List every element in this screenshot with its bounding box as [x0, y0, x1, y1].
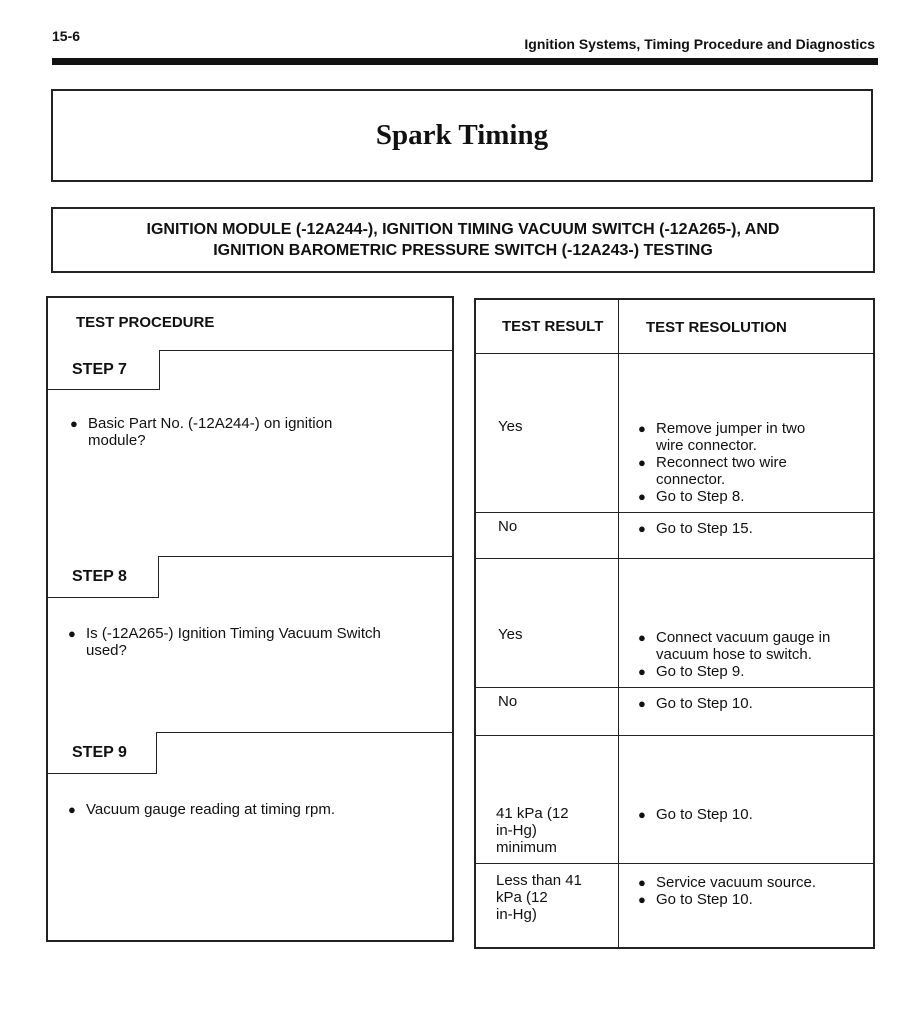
section-heading-line-1: IGNITION MODULE (-12A244-), IGNITION TIMING VACUUM SWITCH (-12A265-), AND: [146, 221, 780, 238]
bullet-icon: ●: [638, 807, 646, 822]
bullet-icon: ●: [638, 521, 646, 536]
row-divider: [476, 863, 873, 864]
bullet-icon: ●: [68, 802, 76, 817]
bullet-icon: ●: [638, 489, 646, 504]
step-9-tab: [48, 732, 157, 774]
bullet-icon: ●: [70, 416, 78, 431]
result-column-divider: [618, 300, 619, 947]
step-7-procedure: ● Basic Part No. (-12A244-) on ignition module?: [70, 415, 333, 449]
step-9-procedure: ● Vacuum gauge reading at timing rpm.: [68, 801, 336, 818]
step-9-result-min: 41 kPa (12 in-Hg) minimum: [496, 805, 569, 856]
test-procedure-table: [46, 296, 454, 942]
step-8-procedure: ● Is (-12A265-) Ignition Timing Vacuum Switch used?: [68, 625, 381, 659]
step-7-result-yes: Yes: [498, 418, 523, 435]
step-7-result-divider: [476, 558, 873, 559]
row-divider: [476, 512, 873, 513]
section-heading-box: [51, 207, 875, 273]
step-9-result-less: Less than 41 kPa (12 in-Hg): [496, 872, 582, 923]
step-9-label: STEP 9: [72, 743, 127, 761]
resolution-item: ● Remove jumper in two wire connector.: [638, 420, 806, 454]
bullet-icon: ●: [638, 696, 646, 711]
step-7-resolution-no: [638, 520, 868, 537]
test-result-table: [474, 298, 875, 949]
resolution-item: ● Connect vacuum gauge in vacuum hose to switch.: [638, 629, 831, 663]
step-8-tab: [48, 556, 159, 598]
step-8-resolution-no: [638, 695, 868, 712]
bullet-icon: ●: [638, 892, 646, 907]
result-header-rule: [476, 353, 873, 354]
bullet-icon: ●: [68, 626, 76, 641]
resolution-item: ● Go to Step 10.: [638, 891, 753, 908]
page-title: Spark Timing: [375, 119, 549, 151]
step-8-result-yes: Yes: [498, 626, 523, 643]
step-8-result-divider: [476, 735, 873, 736]
resolution-item: ● Go to Step 10.: [638, 806, 753, 823]
step-9-resolution-less: [638, 874, 868, 908]
resolution-item: ● Go to Step 8.: [638, 488, 745, 505]
step-7-result-no: No: [498, 518, 518, 535]
header-rule: [52, 58, 878, 65]
test-resolution-header: TEST RESOLUTION: [646, 319, 787, 336]
resolution-item: ● Service vacuum source.: [638, 874, 817, 891]
bullet-icon: ●: [638, 455, 646, 470]
row-divider: [476, 687, 873, 688]
bullet-icon: ●: [638, 875, 646, 890]
step-8-label: STEP 8: [72, 567, 127, 585]
bullet-icon: ●: [638, 421, 646, 436]
resolution-item: ● Go to Step 10.: [638, 695, 753, 712]
resolution-item: ● Reconnect two wire connector.: [638, 454, 787, 488]
title-box: [51, 89, 873, 182]
step-7-label: STEP 7: [72, 360, 127, 378]
bullet-icon: ●: [638, 664, 646, 679]
resolution-item: ● Go to Step 15.: [638, 520, 753, 537]
page-number: 15-6: [52, 28, 81, 44]
running-title: Ignition Systems, Timing Procedure and Diagnostics: [524, 36, 875, 52]
test-procedure-header: TEST PROCEDURE: [76, 314, 215, 331]
section-heading-line-2: IGNITION BAROMETRIC PRESSURE SWITCH (-12A243-) TESTING: [213, 242, 713, 259]
step-9-resolution-min: [638, 806, 868, 823]
step-7-tab: [48, 350, 160, 390]
test-result-header: TEST RESULT: [502, 318, 604, 335]
resolution-item: ● Go to Step 9.: [638, 663, 745, 680]
step-8-result-no: No: [498, 693, 518, 710]
step-8-resolution-yes: [638, 629, 868, 680]
step-7-resolution-yes: [638, 420, 868, 505]
bullet-icon: ●: [638, 630, 646, 645]
